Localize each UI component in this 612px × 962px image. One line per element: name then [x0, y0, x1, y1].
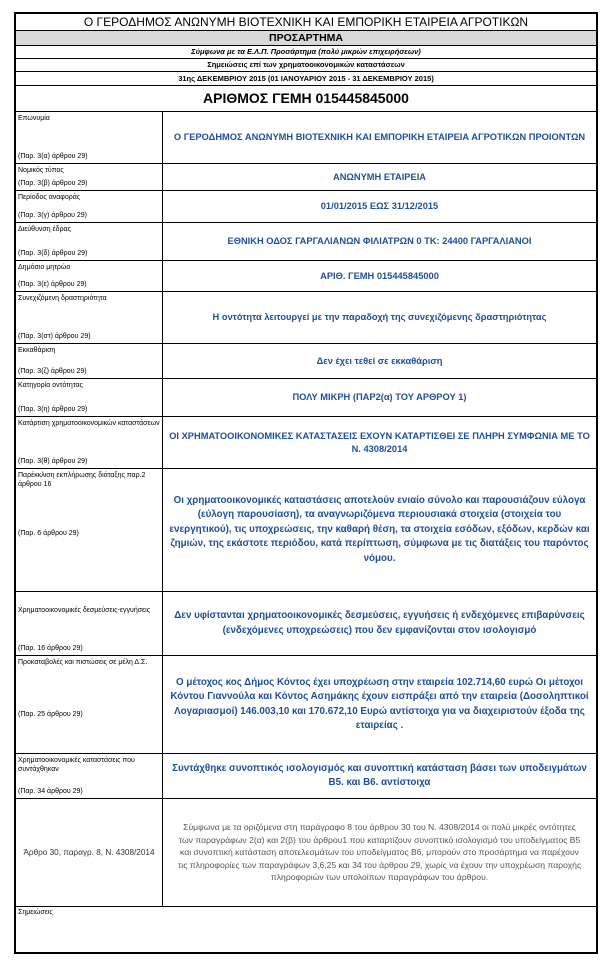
row-value: Σύμφωνα με τα οριζόμενα στη παράγραφο 8 του άρθρου 30 του Ν. 4308/2014 οι πολύ μικρές οντότητες των παραγράφων 2(α) και 2(β) του άρθρου1 που καταρτίζουν συνοπτικό ισολογισμό του υποδείγματος Β5 και συνοπτική κατάσταση αποτελεσμάτων του υποδείγματος Β6, μπορούν στο προσάρτημα να παρέχουν τις πληροφορίες των παραγράφων 3,6,25 και 34 του άρθρου 29, χωρίς να έχουν την υποχρέωση παροχής πληροφοριών των υπολοίπων παραγράφων του άρθρου. [177, 822, 582, 883]
row-legal-type [16, 164, 596, 191]
basis-line: Σύμφωνα με τα Ε.Λ.Π. Προσάρτημα (πολύ μικρών επιχειρήσεων) [16, 46, 596, 59]
row-value: Δεν υφίστανται χρηματοοικονομικές δεσμεύσεις, εγγυήσεις ή ενδεχόμενες επιβαρύνσεις (ενδεχόμενες υποχρεώσεις) που δεν εμφανίζονται στον ισολογισμό [174, 610, 585, 636]
row-label: Συνεχιζόμενη δραστηριότητα [18, 295, 107, 302]
row-value: Ο μέτοχος κος Δήμος Κόντος έχει υποχρέωση στην εταιρεία 102.714,60 ευρώ Οι μέτοχοι Κόντου Γιαννούλα και Κόντος Ασημάκης έχουν εισπράξει από την εταιρεία (Δοσοληπτικοί Λογαριασμοί) 146.003,10 και 170.672,10 Ευρώ αντίστοιχα για να διαχειριστούν έξοδα της εταιρείας . [170, 676, 589, 731]
row-commitments [16, 592, 596, 656]
row-ref: (Παρ. 3(α) άρθρου 29) [18, 153, 88, 160]
row-label: Άρθρο 30, παραγρ. 8, Ν. 4308/2014 [16, 799, 163, 906]
row-statements-prepared [16, 754, 596, 799]
row-entity-category [16, 379, 596, 417]
row-ref: (Παρ. 3(δ) άρθρου 29) [18, 250, 88, 257]
row-value: Δεν έχει τεθεί σε εκκαθάριση [316, 355, 443, 366]
row-label: Δημόσιο μητρώο [18, 264, 71, 271]
gemh-number: ΑΡΙΘΜΟΣ ΓΕΜΗ 015445845000 [16, 86, 596, 112]
row-value: 01/01/2015 ΕΩΣ 31/12/2015 [320, 201, 439, 211]
row-liquidation [16, 344, 596, 379]
row-preparation [16, 417, 596, 469]
row-label: Παρέκκλιση εκπλήρωσης διάταξης παρ.2 άρθρου 16 [18, 472, 146, 488]
row-ref: (Παρ. 3(β) άρθρου 29) [18, 180, 88, 187]
notes-title: Σημειώσεις επί των χρηματοοικονομικών καταστάσεων [16, 59, 596, 72]
row-article-30 [16, 799, 596, 907]
row-ref: (Παρ. 34 άρθρου 29) [18, 788, 83, 795]
row-label: Κατηγορία οντότητας [18, 382, 83, 389]
row-name [16, 112, 596, 164]
row-label: Χρηματοοικονομικές καταστάσεις που συντάχθηκαν [18, 757, 135, 773]
row-ref: (Παρ. 3(στ) άρθρου 29) [18, 333, 91, 340]
notes-label: Σημειώσεις [18, 909, 53, 916]
row-value: ΕΘΝΙΚΗ ΟΔΟΣ ΓΑΡΓΑΛΙΑΝΩΝ ΦΙΛΙΑΤΡΩΝ 0 ΤΚ: 24400 ΓΑΡΓΑΛΙΑΝΟΙ [227, 236, 532, 246]
row-value: Οι χρηματοοικονομικές καταστάσεις αποτελούν ενιαίο σύνολο και παρουσιάζουν εύλογα (εύλογη παρουσίαση), τα αναγνωριζόμενα περιουσιακά στοιχεία (στοιχεία του ενεργητικού), τις υποχρεώσεις, την καθαρή θέση, τα στοιχεία εσόδων, εξόδων, κερδών και ζημιών, της εκάστοτε περιόδου, κατά περίπτωση, σύμφωνα με τις διατάξεις του παρόντος νόμου. [169, 494, 590, 564]
row-ref: (Παρ. 6 άρθρου 29) [18, 530, 79, 537]
row-ref: (Παρ. 3(ζ) άρθρου 29) [18, 368, 87, 375]
row-label: Επωνυμία [18, 115, 50, 122]
row-address [16, 223, 596, 261]
row-ref: (Παρ. 3(θ) άρθρου 29) [18, 458, 88, 465]
row-ref: (Παρ. 3(ε) άρθρου 29) [18, 281, 87, 288]
annex-title: ΠΡΟΣΑΡΤΗΜΑ [16, 31, 596, 46]
row-value: Η οντότητα λειτουργεί με την παραδοχή της συνεχιζόμενης δραστηριότητας [212, 312, 547, 322]
row-going-concern [16, 292, 596, 344]
row-ref: (Παρ. 3(η) άρθρου 29) [18, 406, 88, 413]
row-ref: (Παρ. 3(γ) άρθρου 29) [18, 212, 87, 219]
row-label: Προκαταβολές και πιστώσεις σε μέλη Δ.Σ. [18, 659, 148, 666]
row-ref: (Παρ. 25 άρθρου 29) [18, 711, 83, 718]
row-value: ΟΙ ΧΡΗΜΑΤΟΟΙΚΟΝΟΜΙΚΕΣ ΚΑΤΑΣΤΑΣΕΙΣ ΕΧΟΥΝ ΚΑΤΑΡΤΙΣΘΕΙ ΣΕ ΠΛΗΡΗ ΣΥΜΦΩΝΙΑ ΜΕ ΤΟ Ν. 4308/2014 [169, 430, 590, 454]
row-label: Κατάρτιση χρηματοοικονομικών καταστάσεων [18, 420, 160, 427]
row-public-registry [16, 261, 596, 292]
row-reporting-period [16, 191, 596, 223]
row-ref: (Παρ. 16 άρθρου 29) [18, 645, 83, 652]
period-line: 31ης ΔΕΚΕΜΒΡΙΟΥ 2015 (01 ΙΑΝΟΥΑΡΙΟΥ 2015 - 31 ΔΕΚΕΜΒΡΙΟΥ 2015) [16, 72, 596, 86]
notes-area [16, 907, 596, 952]
row-advances [16, 656, 596, 754]
row-value: Ο ΓΕΡΟΔΗΜΟΣ ΑΝΩΝΥΜΗ ΒΙΟΤΕΧΝΙΚΗ ΚΑΙ ΕΜΠΟΡΙΚΗ ΕΤΑΙΡΕΙΑ ΑΓΡΟΤΙΚΩΝ ΠΡΟΙΟΝΤΩΝ [173, 132, 586, 142]
row-value: ΠΟΛΥ ΜΙΚΡΗ (ΠΑΡ2(α) ΤΟΥ ΑΡΘΡΟΥ 1) [292, 392, 467, 402]
row-label: Χρηματοοικονομικές δεσμεύσεις-εγγυήσεις [18, 607, 151, 614]
row-label: Νομικός τύπος [18, 167, 64, 174]
annex-sheet [14, 12, 598, 954]
row-value: Συντάχθηκε συνοπτικός ισολογισμός και συνοπτική κατάσταση βάσει των υποδειγμάτων Β5. και Β6. αντίστοιχα [172, 762, 587, 788]
company-title: Ο ΓΕΡΟΔΗΜΟΣ ΑΝΩΝΥΜΗ ΒΙΟΤΕΧΝΙΚΗ ΚΑΙ ΕΜΠΟΡΙΚΗ ΕΤΑΙΡΕΙΑ ΑΓΡΟΤΙΚΩΝ [16, 14, 596, 31]
row-label: Εκκαθάριση [18, 347, 56, 354]
row-value: ΑΡΙΘ. ΓΕΜΗ 015445845000 [320, 270, 439, 281]
row-value: ΑΝΩΝΥΜΗ ΕΤΑΙΡΕΙΑ [332, 171, 427, 182]
row-label: Περίοδος αναφοράς [18, 194, 81, 201]
row-label: Διεύθυνση έδρας [18, 226, 71, 233]
row-deviation [16, 469, 596, 592]
